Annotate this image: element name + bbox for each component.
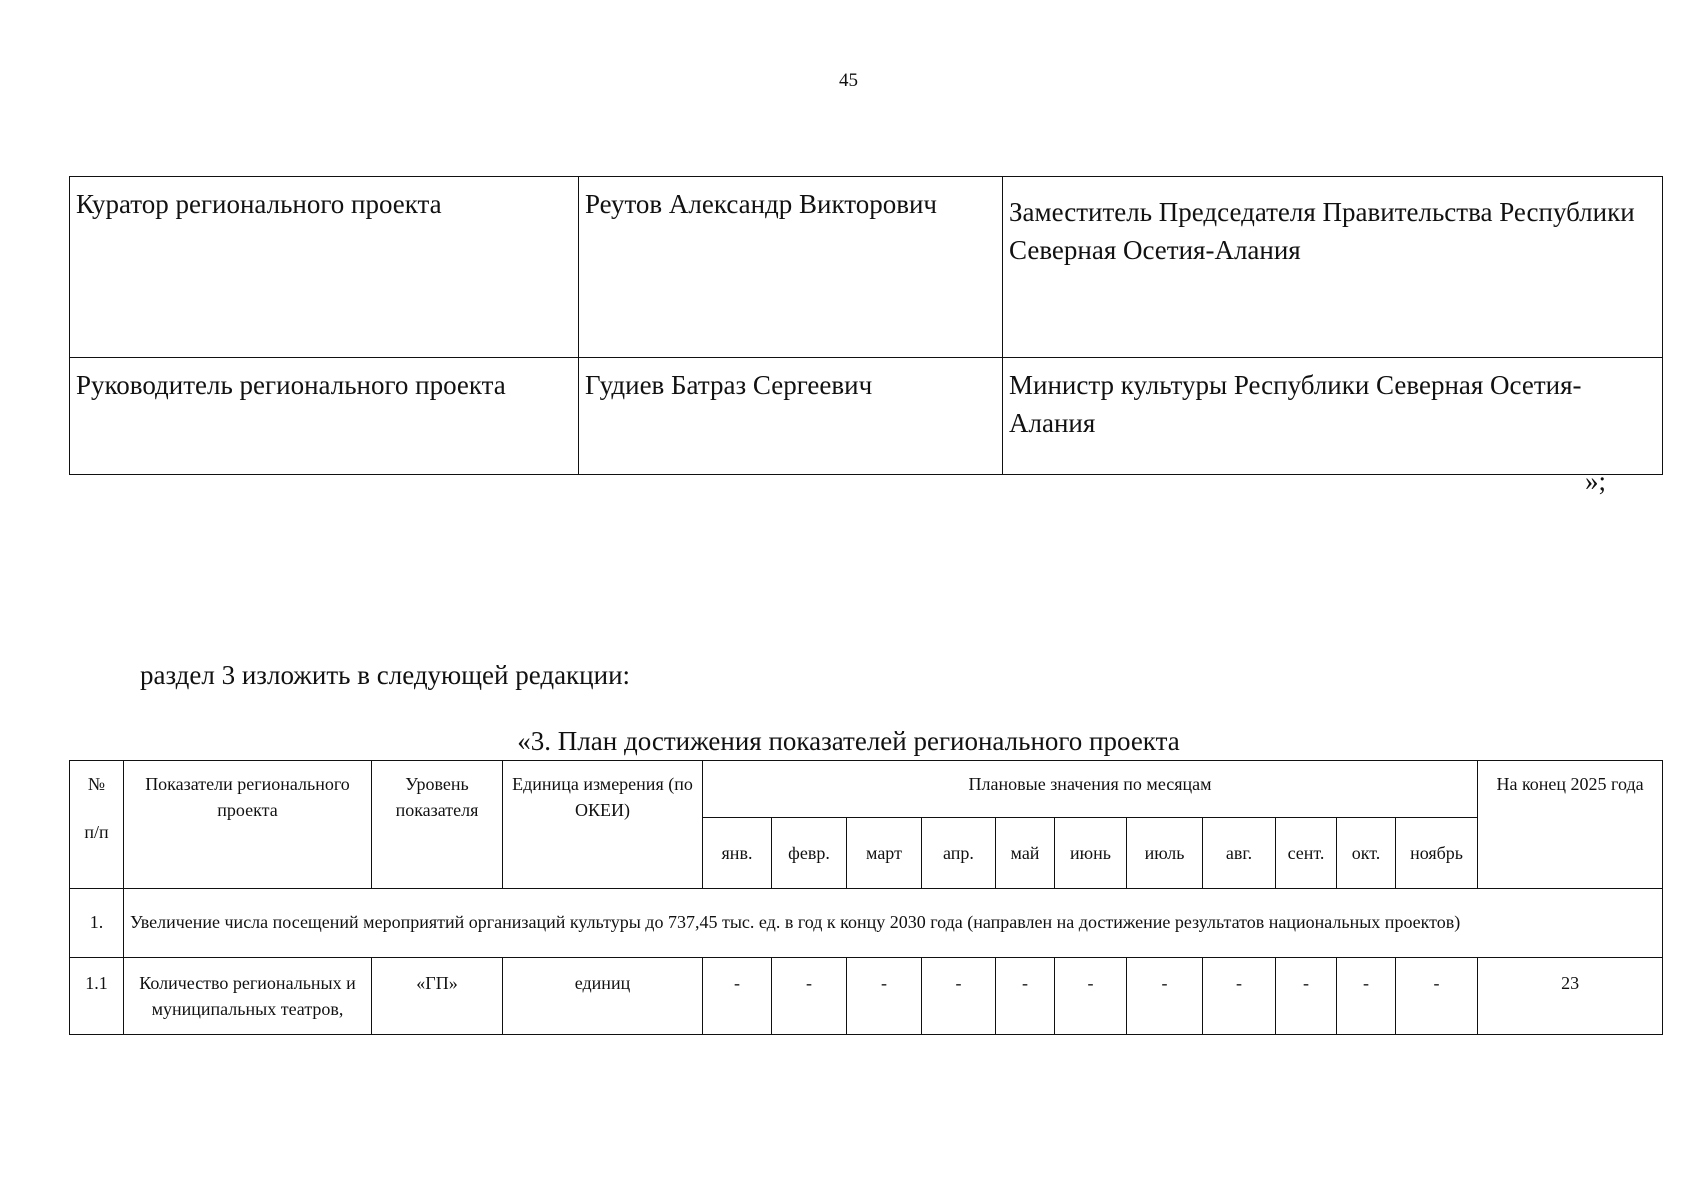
table-row	[70, 177, 1663, 358]
goal-text: Увеличение числа посещений мероприятий организаций культуры до 737,45 тыс. ед. в год к концу 2030 года (направлен на достижение результатов национальных проектов)	[124, 889, 1663, 958]
header-month: февр.	[772, 818, 847, 889]
header-month: авг.	[1203, 818, 1276, 889]
item-level: «ГП»	[372, 958, 503, 1035]
team-name-head: Гудиев Батраз Сергеевич	[579, 358, 1003, 475]
project-team-table	[69, 176, 1663, 475]
header-month: июль	[1127, 818, 1203, 889]
header-monthly: Плановые значения по месяцам	[703, 761, 1478, 818]
item-unit: единиц	[503, 958, 703, 1035]
team-position-curator: Заместитель Председателя Правительства Республики Северная Осетия-Алания	[1003, 177, 1663, 358]
section-title: «3. План достижения показателей регионального проекта	[517, 726, 1180, 756]
team-position-head: Министр культуры Республики Северная Осетия-Алания	[1003, 358, 1663, 475]
header-month: апр.	[922, 818, 996, 889]
item-month-value: -	[1276, 958, 1337, 1035]
item-month-value: -	[1127, 958, 1203, 1035]
header-month: окт.	[1337, 818, 1396, 889]
item-year-end-value: 23	[1478, 958, 1663, 1035]
goal-num: 1.	[70, 889, 124, 958]
table-row	[70, 958, 1663, 1035]
header-month: март	[847, 818, 922, 889]
item-indicator: Количество региональных и муниципальных театров,	[124, 958, 372, 1035]
team-name-curator: Реутов Александр Викторович	[579, 177, 1003, 358]
header-num	[70, 761, 124, 889]
team-role-head: Руководитель регионального проекта	[70, 358, 579, 475]
item-month-value: -	[1396, 958, 1478, 1035]
item-month-value: -	[1337, 958, 1396, 1035]
item-month-value: -	[922, 958, 996, 1035]
page-number: 45	[839, 70, 858, 91]
item-month-value: -	[847, 958, 922, 1035]
table-row	[70, 358, 1663, 475]
header-year-end: На конец 2025 года	[1478, 761, 1663, 889]
header-num-pp: п/п	[84, 822, 109, 842]
table-row	[70, 889, 1663, 958]
item-month-value: -	[1203, 958, 1276, 1035]
item-month-value: -	[1055, 958, 1127, 1035]
instruction-text: раздел 3 изложить в следующей редакции:	[140, 660, 631, 690]
header-level: Уровень показателя	[372, 761, 503, 889]
header-month: сент.	[1276, 818, 1337, 889]
indicator-plan-table	[69, 760, 1663, 1035]
header-row	[70, 761, 1663, 818]
item-month-value: -	[996, 958, 1055, 1035]
header-month: янв.	[703, 818, 772, 889]
header-indicator: Показатели регионального проекта	[124, 761, 372, 889]
team-role-curator: Куратор регионального проекта	[70, 177, 579, 358]
header-month: июнь	[1055, 818, 1127, 889]
item-num: 1.1	[70, 958, 124, 1035]
closing-quote: »;	[1585, 466, 1607, 496]
header-month: ноябрь	[1396, 818, 1478, 889]
header-unit: Единица измерения (по ОКЕИ)	[503, 761, 703, 889]
item-month-value: -	[703, 958, 772, 1035]
header-num-symbol: №	[87, 774, 106, 794]
item-month-value: -	[772, 958, 847, 1035]
header-month: май	[996, 818, 1055, 889]
